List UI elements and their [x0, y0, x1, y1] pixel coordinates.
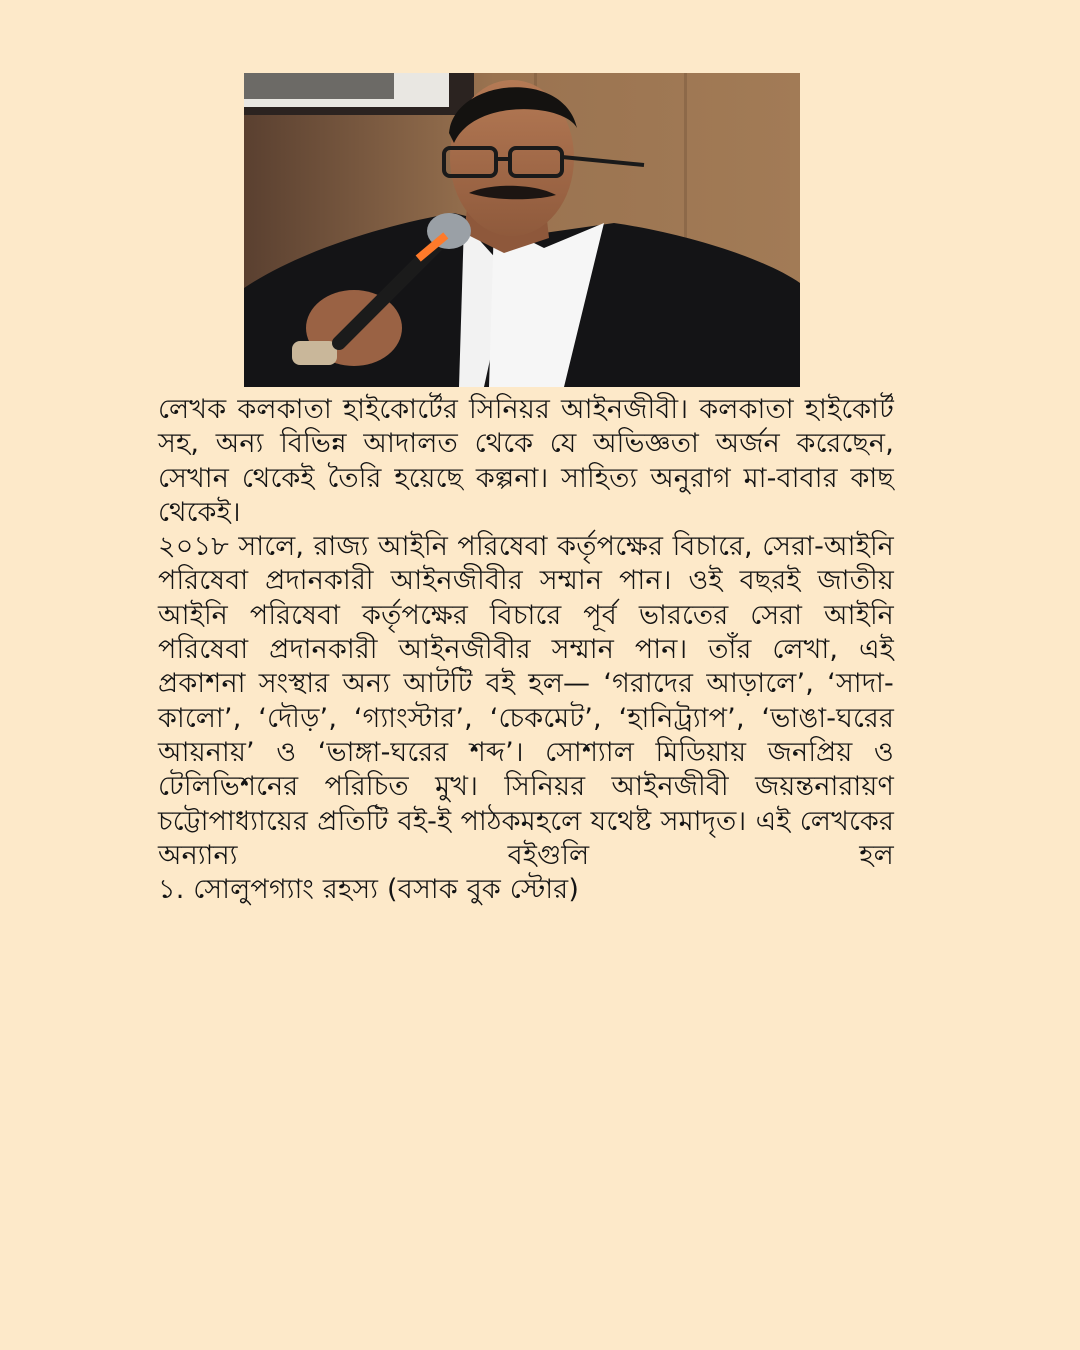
bio-paragraph-intro: লেখক কলকাতা হাইকোর্টের সিনিয়র আইনজীবী। কলকাতা হাইকোর্ট সহ, অন্য বিভিন্ন আদালত থেকে যে অভিজ্ঞতা অর্জন করেছেন, সেখান থেকেই তৈরি হয়েছে কল্পনা। সাহিত্য অনুরাগ মা-বাবার কাছ থেকেই। [158, 394, 894, 528]
author-bio [158, 393, 894, 907]
bio-paragraph-books: ১. সোলুপগ্যাং রহস্য (বসাক বুক স্টোর) [158, 874, 580, 906]
author-photo-image [244, 73, 800, 387]
author-photo [244, 73, 800, 387]
bio-paragraph-awards: ২০১৮ সালে, রাজ্য আইনি পরিষেবা কর্তৃপক্ষের বিচারে, সেরা-আইনি পরিষেবা প্রদানকারী আইনজীবীর সম্মান পান। ওই বছরই জাতীয় আইনি পরিষেবা কর্তৃপক্ষের বিচারে পূর্ব ভারতের সেরা আইনি পরিষেবা প্রদানকারী আইনজীবীর সম্মান পান। তাঁর লেখা, এই প্রকাশনা সংস্থার অন্য আটটি বই হল— ‘গরাদের আড়ালে’, ‘সাদা-কালো’, ‘দৌড়’, ‘গ্যাংস্টার’, ‘চেকমেট’, ‘হানিট্র্যাপ’, ‘ভাঙা-ঘরের আয়নায়’ ও ‘ভাঙ্গা-ঘরের শব্দ’। সোশ্যাল মিডিয়ায় জনপ্রিয় ও টেলিভিশনের পরিচিত মুখ। সিনিয়র আইনজীবী জয়ন্তনারায়ণ চট্টোপাধ্যায়ের প্রতিটি বই-ই পাঠকমহলে যথেষ্ট সমাদৃত। এই লেখকের অন্যান্য বইগুলি হল [158, 531, 894, 871]
